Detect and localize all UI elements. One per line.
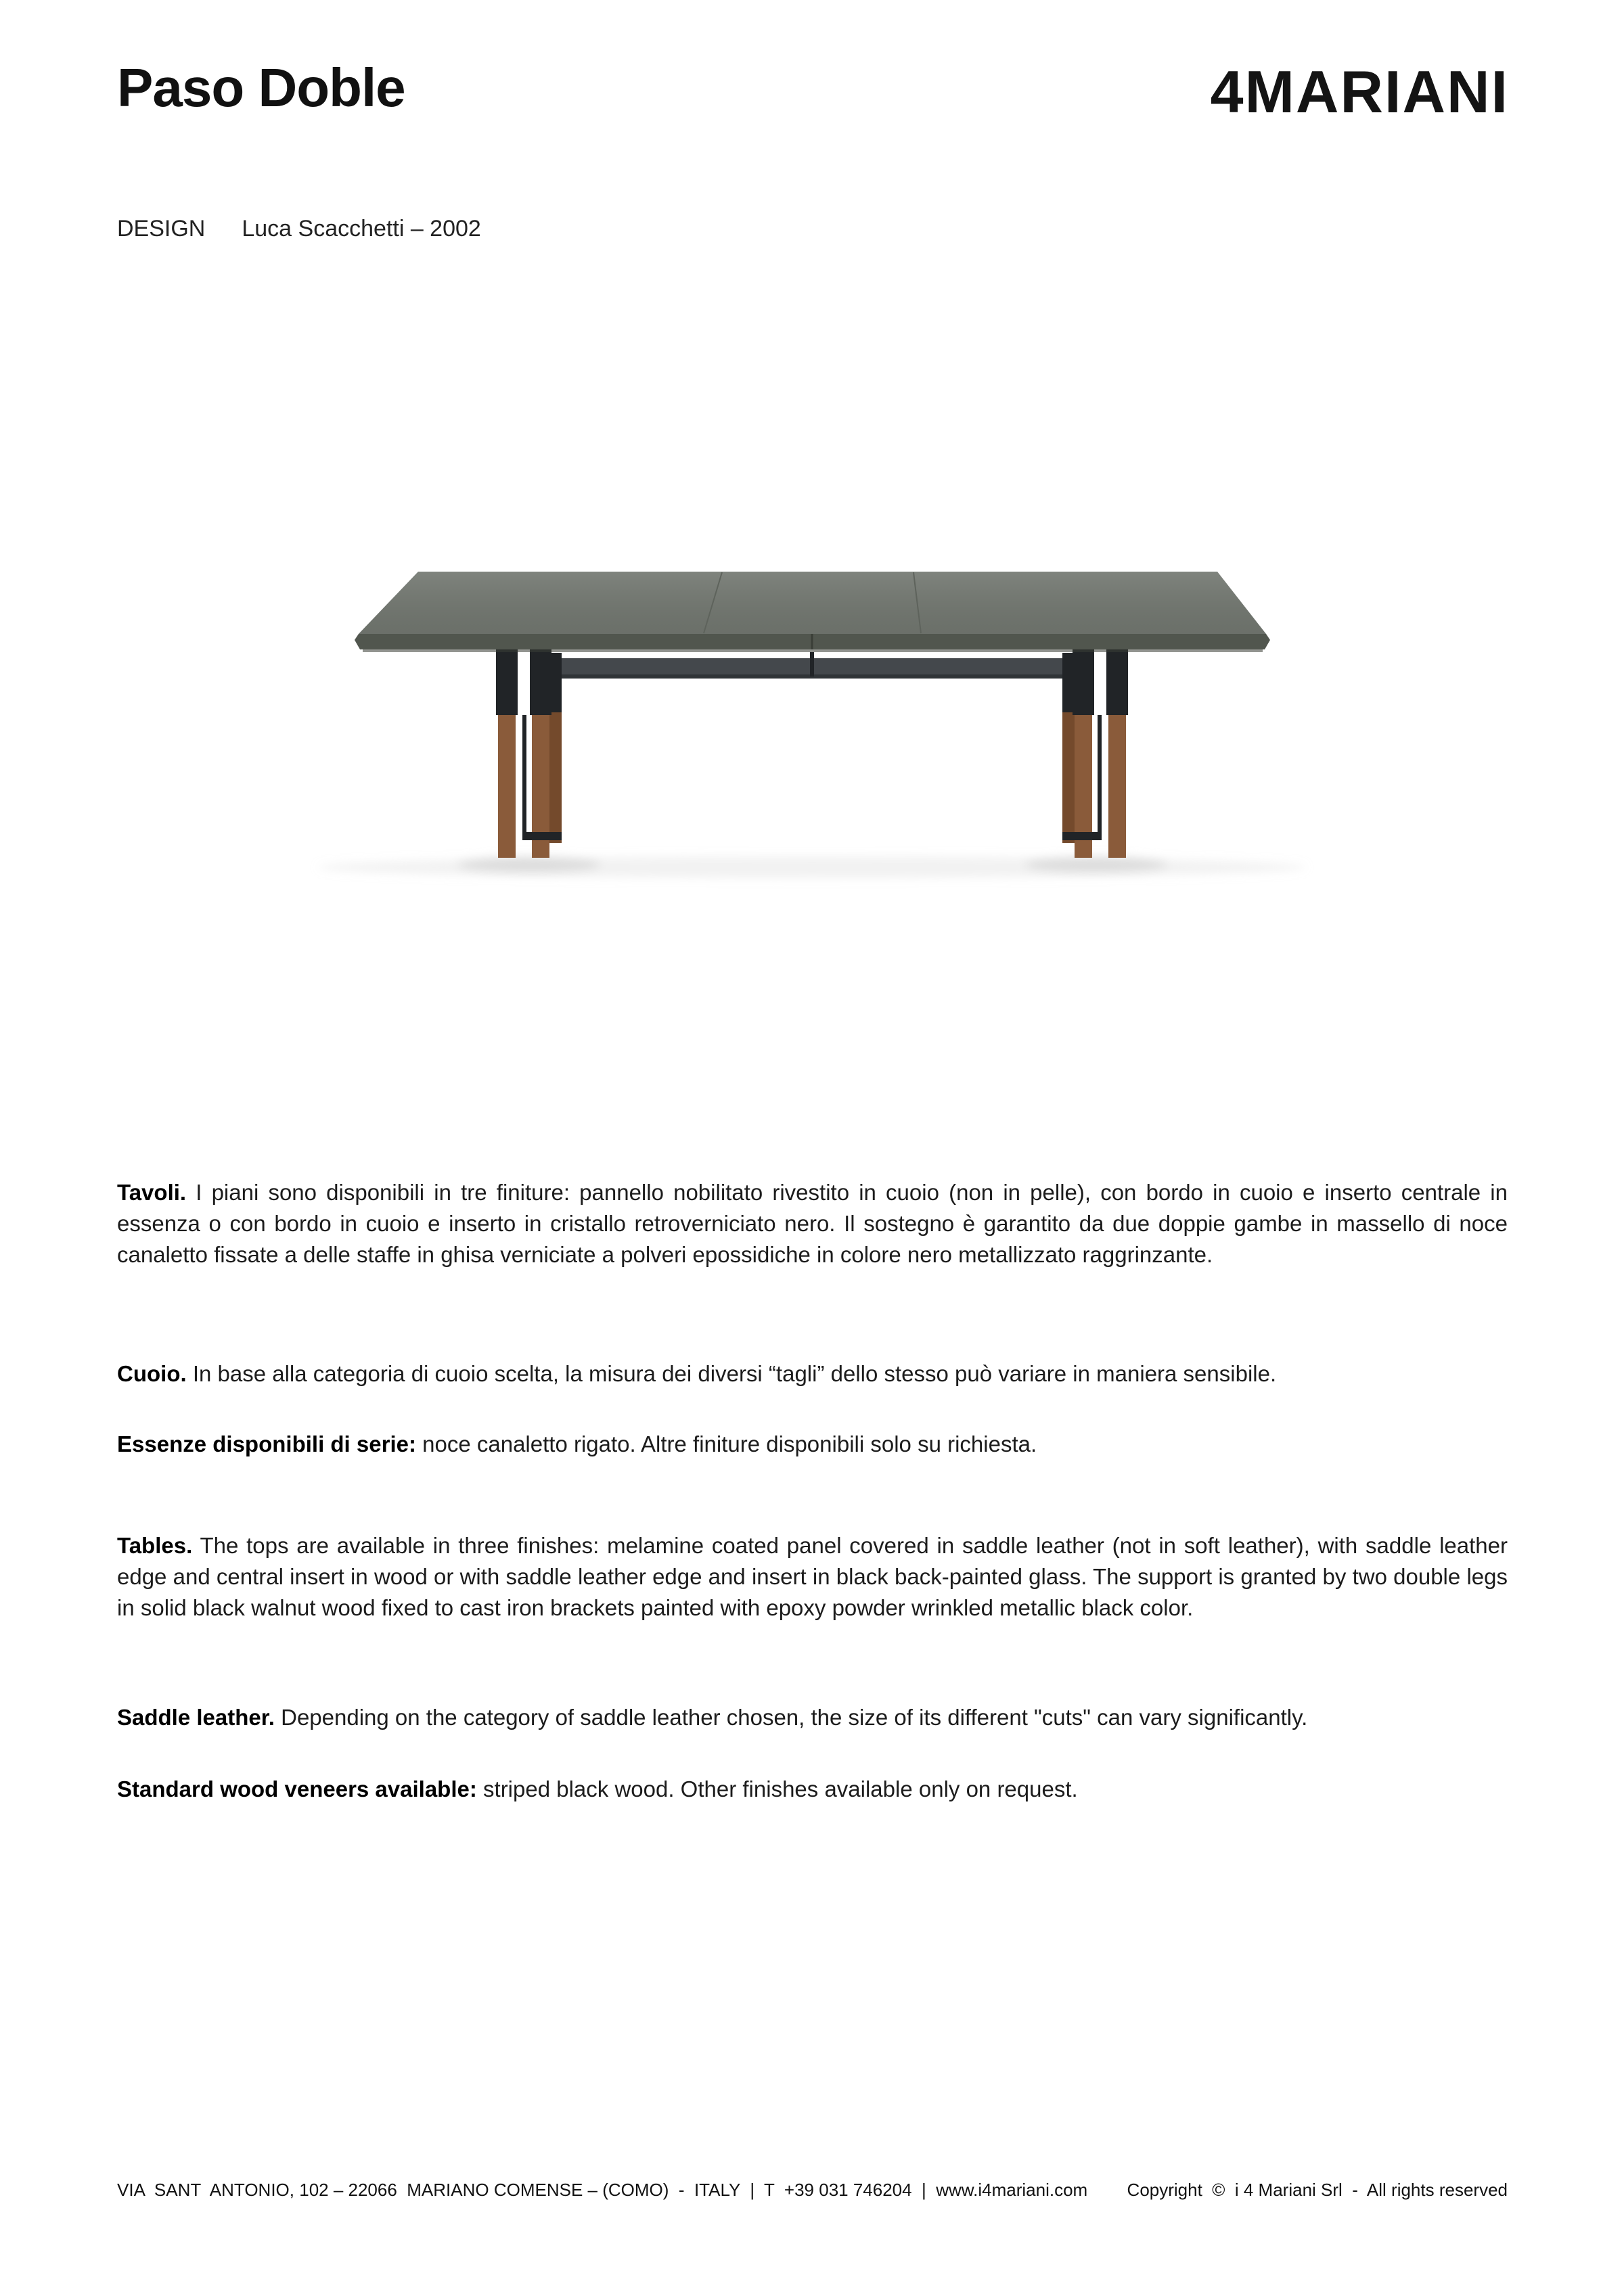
paragraph-saddle-leather	[117, 1702, 1508, 1733]
product-table-illustration	[0, 426, 1624, 1035]
table-front-legs-wood	[498, 649, 1126, 858]
paragraph-tables-lead: Tables.	[117, 1533, 193, 1558]
footer-copyright: Copyright © i 4 Mariani Srl - All rights reserved	[1127, 2180, 1508, 2200]
paragraph-cuoio	[117, 1358, 1508, 1390]
design-label: DESIGN	[117, 216, 206, 242]
design-credit-line	[117, 215, 481, 243]
designer-name-year: Luca Scacchetti – 2002	[242, 216, 481, 242]
table-rear-legs	[545, 709, 1079, 843]
table-top-underlip	[363, 649, 1263, 652]
product-image	[0, 426, 1624, 1035]
table-top-sheen	[359, 572, 1266, 634]
paragraph-saddle-leather-text: Depending on the category of saddle leather chosen, the size of its different "cuts" can vary significantly.	[274, 1705, 1308, 1730]
floor-shadow	[318, 856, 1306, 878]
paragraph-cuoio-text: In base alla categoria di cuoio scelta, la misura dei diversi “tagli” dello stesso può variare in maniera sensibile.	[186, 1361, 1277, 1386]
paragraph-essenze-text: noce canaletto rigato. Altre finiture disponibili solo su richiesta.	[415, 1431, 1037, 1456]
footer-address: VIA SANT ANTONIO, 102 – 22066 MARIANO COMENSE – (COMO) - ITALY | T +39 031 746204 | www.i4mariani.com	[117, 2180, 1088, 2200]
table-top	[355, 572, 1270, 652]
paragraph-saddle-leather-lead: Saddle leather.	[117, 1705, 275, 1730]
brand-logo: 4MARIANI	[1210, 58, 1509, 125]
paragraph-tavoli-lead: Tavoli.	[117, 1180, 187, 1205]
paragraph-wood-veneers-text: striped black wood. Other finishes available only on request.	[476, 1776, 1078, 1801]
paragraph-wood-veneers	[117, 1774, 1508, 1805]
paragraph-tables-text: The tops are available in three finishes: melamine coated panel covered in saddle leather (not in soft leather), with saddle leather edge and central insert in wood or with saddle leather edge and insert in black back-painted glass. The support is granted by two double legs in solid black walnut wood fixed to cast iron brackets painted with epoxy powder wrinkled metallic black color.	[117, 1533, 1508, 1620]
paragraph-wood-veneers-lead: Standard wood veneers available:	[117, 1776, 477, 1801]
paragraph-tables	[117, 1530, 1508, 1624]
paragraph-essenze	[117, 1429, 1508, 1460]
paragraph-tavoli	[117, 1177, 1508, 1270]
paragraph-essenze-lead: Essenze disponibili di serie:	[117, 1431, 416, 1456]
page-title: Paso Doble	[117, 58, 405, 118]
paragraph-cuoio-lead: Cuoio.	[117, 1361, 187, 1386]
paragraph-tavoli-text: I piani sono disponibili in tre finiture: pannello nobilitato rivestito in cuoio (non in pelle), con bordo in cuoio e inserto centrale in essenza o con bordo in cuoio e inserto in cristallo retroverniciato nero. Il sostegno è garantito da due doppie gambe in massello di noce canaletto fissate a delle staffe in ghisa verniciate a polveri epossidiche in colore nero metallizzato raggrinzante.	[117, 1180, 1508, 1267]
